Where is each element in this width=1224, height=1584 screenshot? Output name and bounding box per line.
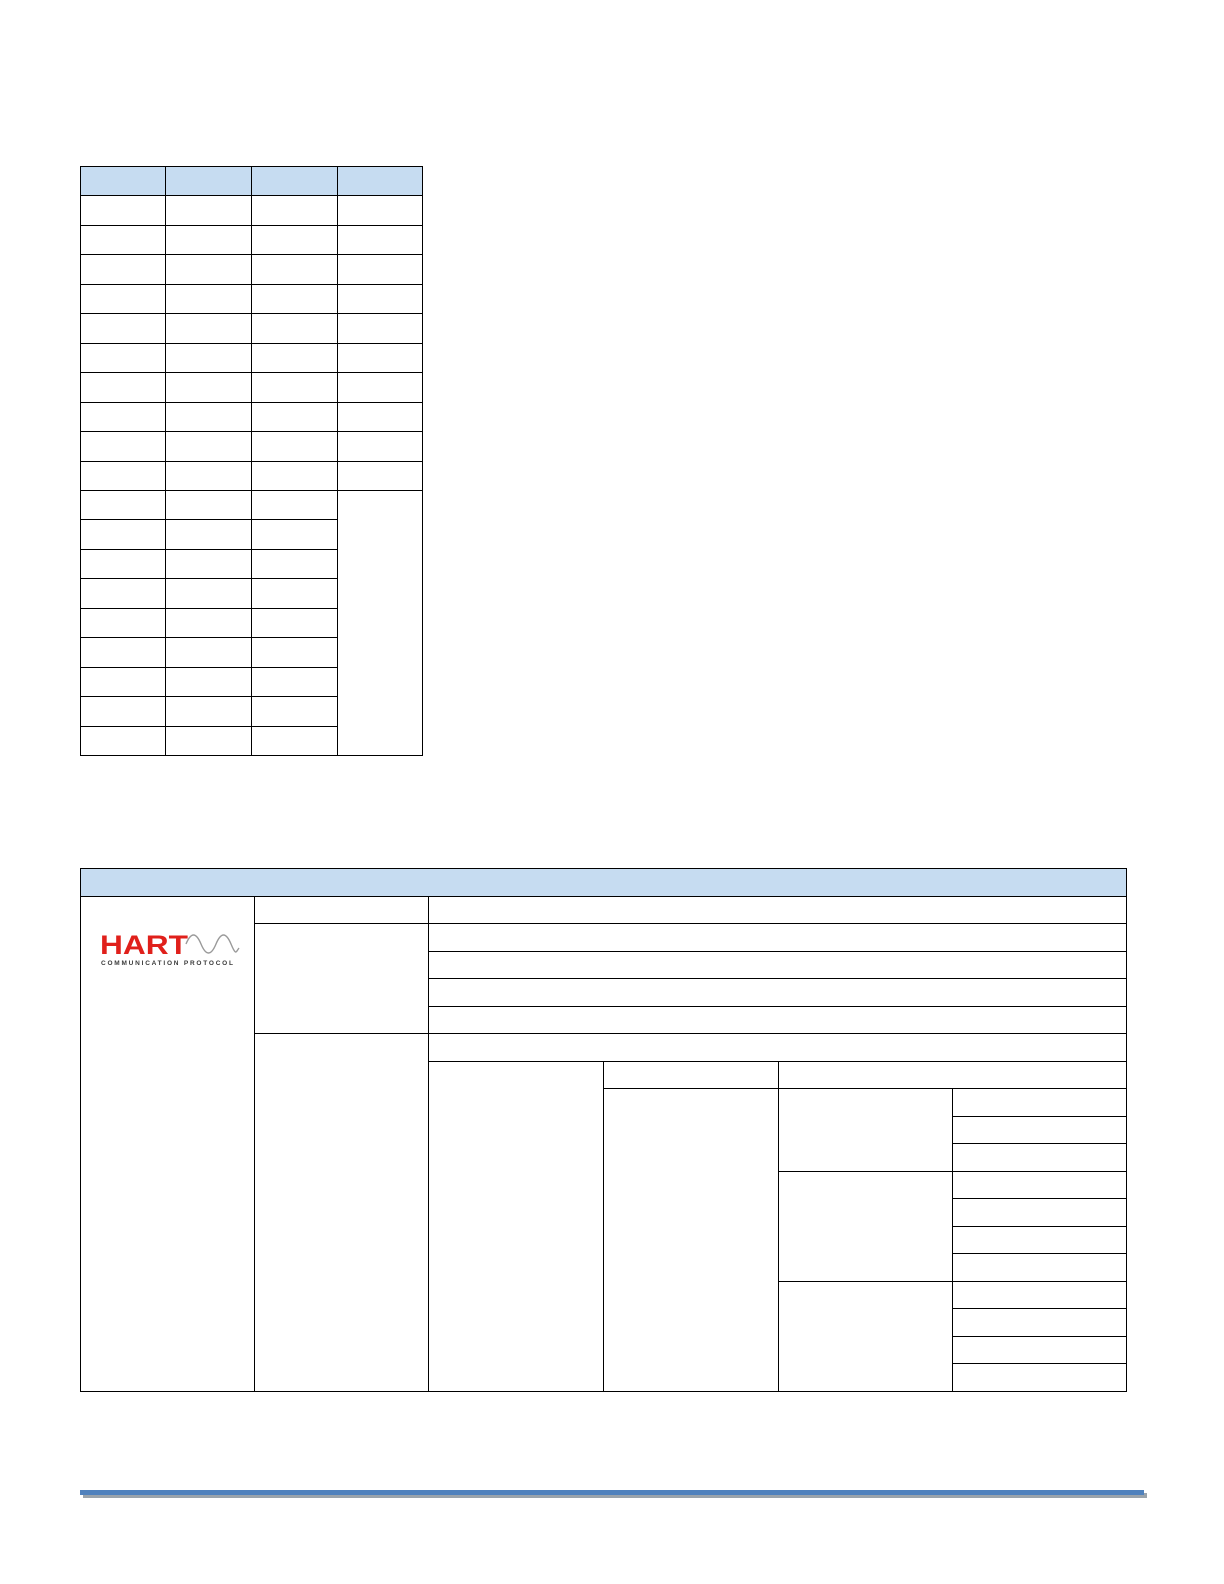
table2-column-line [428,896,429,1392]
table2-row-line [952,1308,1127,1309]
table2-row-line [428,951,1127,952]
table2-header-row [80,868,1126,896]
table2-column-line [778,1061,779,1392]
table1-row-line [80,519,338,520]
sine-wave-icon [186,935,239,953]
table1-column-line [165,166,166,756]
table2-row-line [952,1363,1127,1364]
table2-row-line [952,1116,1127,1117]
table1-row-line [80,667,338,668]
table2-row-line [952,1198,1127,1199]
table2-row-line [428,1006,1127,1007]
table2-row-line [952,1253,1127,1254]
table1-row-line [80,578,338,579]
table2-row-line [952,1226,1127,1227]
table2-row-line [428,978,1127,979]
table2-header-line [80,896,1127,897]
table1-column-line [251,166,252,756]
table2-border [1126,868,1127,1392]
table2-row-line [778,1281,1127,1282]
table2-border [80,868,1127,869]
table2-row-line [254,923,1127,924]
table2-column-line [254,896,255,1392]
hart-logo [98,928,240,968]
table2-row-line [603,1088,1127,1089]
table2-row-line [952,1336,1127,1337]
table1-border [422,166,423,756]
table2-row-line [778,1171,1127,1172]
table2-border [80,868,81,1392]
hart-logo-graphic [98,928,240,968]
table2-column-line [952,1088,953,1392]
table1-border [80,166,81,756]
table1-row-line [80,637,338,638]
footer-rule [80,1490,1144,1495]
table1-row-line [80,696,338,697]
table2-row-line [952,1143,1127,1144]
table1-column-line [337,166,338,756]
hart-wordmark: HART [100,930,189,960]
hart-tagline: COMMUNICATION PROTOCOL [101,960,233,967]
table2-column-line [603,1061,604,1392]
table1-row-line [80,608,338,609]
table1-row-line [80,726,338,727]
table2-row-line [254,1033,1127,1034]
table1-row-line [80,549,338,550]
